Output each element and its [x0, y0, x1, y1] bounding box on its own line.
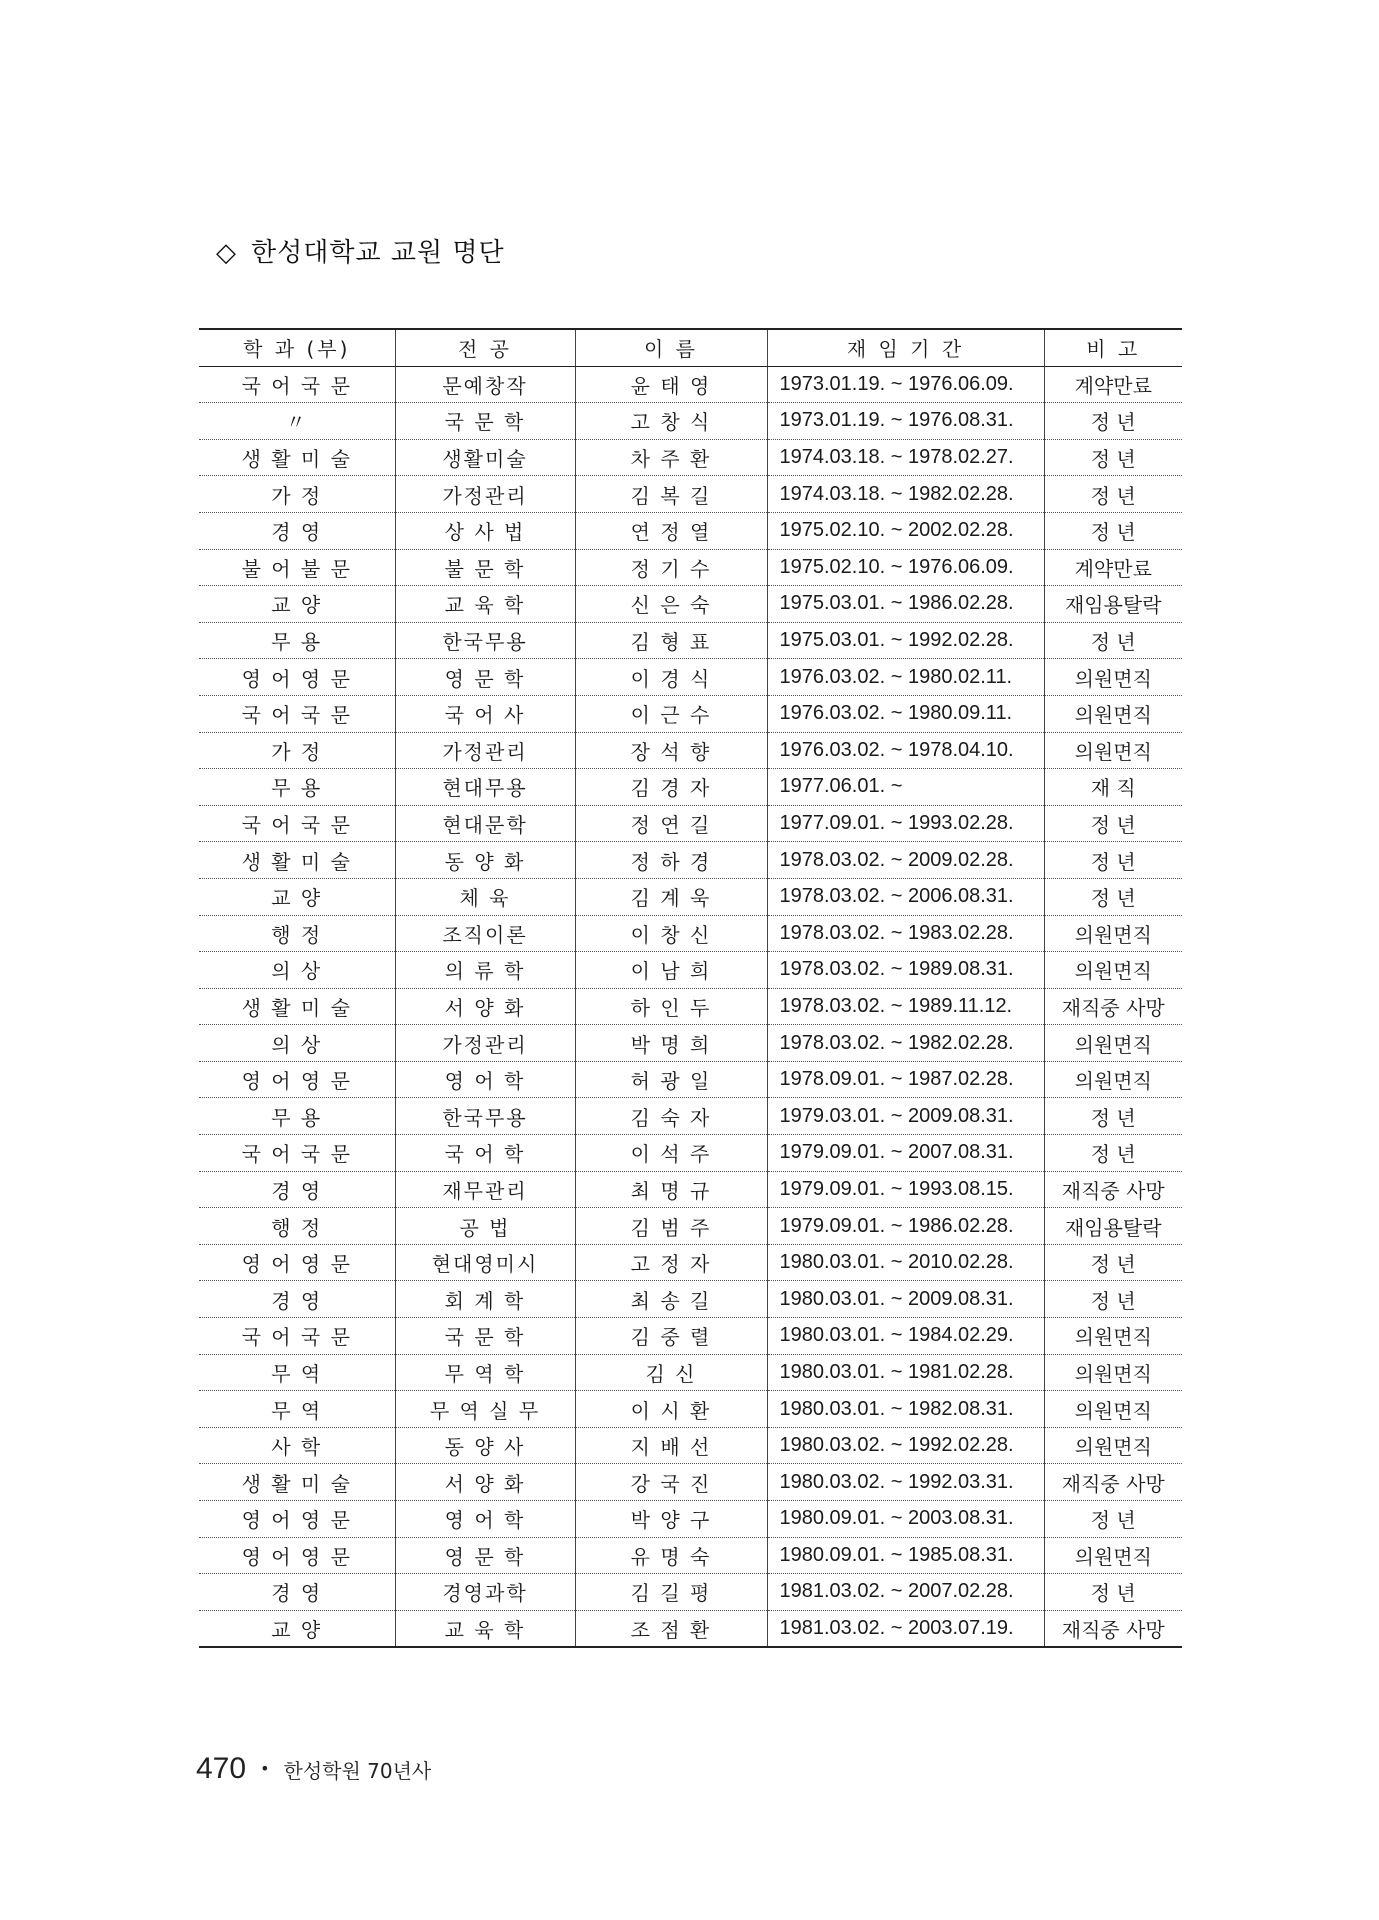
cell-department: 국 어 국 문 [199, 695, 395, 732]
cell-department: 가 정 [199, 476, 395, 513]
table-row [199, 695, 1182, 732]
cell-remarks: 정 년 [1044, 1098, 1182, 1135]
cell-remarks: 의원면직 [1044, 695, 1182, 732]
cell-department: 생 활 미 술 [199, 988, 395, 1025]
cell-major: 서 양 화 [395, 1464, 575, 1501]
cell-major: 가정관리 [395, 476, 575, 513]
table-row [199, 1025, 1182, 1062]
cell-name: 장 석 향 [575, 732, 767, 769]
cell-remarks: 정 년 [1044, 403, 1182, 440]
table-row [199, 512, 1182, 549]
cell-remarks: 정 년 [1044, 878, 1182, 915]
cell-major: 무 역 실 무 [395, 1391, 575, 1428]
cell-tenure-period: 1980.09.01. ~ 1985.08.31. [767, 1537, 1044, 1574]
cell-name: 고 창 식 [575, 403, 767, 440]
cell-major: 동 양 사 [395, 1427, 575, 1464]
cell-department: 교 양 [199, 586, 395, 623]
cell-tenure-period: 1975.03.01. ~ 1992.02.28. [767, 622, 1044, 659]
cell-tenure-period: 1979.09.01. ~ 1993.08.15. [767, 1171, 1044, 1208]
cell-name: 연 정 열 [575, 512, 767, 549]
cell-name: 김 중 렬 [575, 1318, 767, 1355]
page-number: 470 [196, 1752, 247, 1785]
page-footer [196, 1752, 431, 1786]
cell-department: 경 영 [199, 1171, 395, 1208]
cell-tenure-period: 1975.02.10. ~ 1976.06.09. [767, 549, 1044, 586]
cell-tenure-period: 1980.03.01. ~ 1981.02.28. [767, 1354, 1044, 1391]
cell-department: 무 용 [199, 769, 395, 806]
cell-major: 영 어 학 [395, 1501, 575, 1538]
table-row [199, 732, 1182, 769]
cell-tenure-period: 1981.03.02. ~ 2003.07.19. [767, 1610, 1044, 1647]
cell-tenure-period: 1979.09.01. ~ 2007.08.31. [767, 1135, 1044, 1172]
table-row [199, 1281, 1182, 1318]
cell-department: 경 영 [199, 512, 395, 549]
cell-name: 이 경 식 [575, 659, 767, 696]
cell-name: 김 숙 자 [575, 1098, 767, 1135]
cell-department: 의 상 [199, 1025, 395, 1062]
cell-remarks: 재직중 사망 [1044, 1464, 1182, 1501]
table-row [199, 1171, 1182, 1208]
table-row [199, 1135, 1182, 1172]
cell-name: 지 배 선 [575, 1427, 767, 1464]
cell-remarks: 의원면직 [1044, 1025, 1182, 1062]
table-row [199, 586, 1182, 623]
cell-name: 김 복 길 [575, 476, 767, 513]
cell-major: 국 어 사 [395, 695, 575, 732]
cell-major: 의 류 학 [395, 952, 575, 989]
cell-name: 허 광 일 [575, 1061, 767, 1098]
cell-department: 영 어 영 문 [199, 1244, 395, 1281]
table-row [199, 1464, 1182, 1501]
cell-major: 불 문 학 [395, 549, 575, 586]
cell-name: 김 범 주 [575, 1208, 767, 1245]
cell-name: 이 근 수 [575, 695, 767, 732]
table-row [199, 769, 1182, 806]
table-body [199, 366, 1182, 1647]
page-title [216, 232, 505, 269]
cell-remarks: 정 년 [1044, 1501, 1182, 1538]
cell-department: 국 어 국 문 [199, 366, 395, 403]
cell-name: 강 국 진 [575, 1464, 767, 1501]
cell-tenure-period: 1977.06.01. ~ [767, 769, 1044, 806]
cell-name: 김 신 [575, 1354, 767, 1391]
table-row [199, 1244, 1182, 1281]
cell-name: 이 남 희 [575, 952, 767, 989]
cell-major: 교 육 학 [395, 1610, 575, 1647]
cell-tenure-period: 1980.03.01. ~ 1984.02.29. [767, 1318, 1044, 1355]
cell-tenure-period: 1980.03.02. ~ 1992.03.31. [767, 1464, 1044, 1501]
cell-major: 회 계 학 [395, 1281, 575, 1318]
cell-major: 국 문 학 [395, 1318, 575, 1355]
cell-major: 문예창작 [395, 366, 575, 403]
cell-name: 정 기 수 [575, 549, 767, 586]
cell-name: 최 송 길 [575, 1281, 767, 1318]
cell-remarks: 정 년 [1044, 1574, 1182, 1611]
cell-remarks: 정 년 [1044, 622, 1182, 659]
header-major: 전 공 [395, 329, 575, 366]
cell-remarks: 의원면직 [1044, 1427, 1182, 1464]
cell-department: 행 정 [199, 915, 395, 952]
table-row [199, 659, 1182, 696]
cell-tenure-period: 1978.03.02. ~ 2006.08.31. [767, 878, 1044, 915]
cell-department: 사 학 [199, 1427, 395, 1464]
cell-remarks: 정 년 [1044, 805, 1182, 842]
cell-tenure-period: 1980.03.01. ~ 1982.08.31. [767, 1391, 1044, 1428]
cell-major: 가정관리 [395, 732, 575, 769]
cell-department: 교 양 [199, 1610, 395, 1647]
cell-remarks: 의원면직 [1044, 915, 1182, 952]
cell-department: 무 역 [199, 1391, 395, 1428]
cell-name: 이 창 신 [575, 915, 767, 952]
cell-remarks: 의원면직 [1044, 1354, 1182, 1391]
cell-major: 체 육 [395, 878, 575, 915]
table-row [199, 366, 1182, 403]
cell-tenure-period: 1979.09.01. ~ 1986.02.28. [767, 1208, 1044, 1245]
cell-major: 영 어 학 [395, 1061, 575, 1098]
cell-remarks: 정 년 [1044, 1244, 1182, 1281]
table-row [199, 476, 1182, 513]
table-row [199, 878, 1182, 915]
table-row [199, 439, 1182, 476]
cell-remarks: 재직중 사망 [1044, 988, 1182, 1025]
cell-remarks: 계약만료 [1044, 366, 1182, 403]
cell-tenure-period: 1980.03.01. ~ 2010.02.28. [767, 1244, 1044, 1281]
table-row [199, 622, 1182, 659]
cell-major: 동 양 화 [395, 842, 575, 879]
cell-major: 재무관리 [395, 1171, 575, 1208]
table-row [199, 842, 1182, 879]
cell-major: 서 양 화 [395, 988, 575, 1025]
table-row [199, 1098, 1182, 1135]
cell-major: 영 문 학 [395, 1537, 575, 1574]
cell-remarks: 의원면직 [1044, 732, 1182, 769]
cell-remarks: 정 년 [1044, 842, 1182, 879]
cell-tenure-period: 1979.03.01. ~ 2009.08.31. [767, 1098, 1044, 1135]
cell-tenure-period: 1980.09.01. ~ 2003.08.31. [767, 1501, 1044, 1538]
cell-department: 영 어 영 문 [199, 1537, 395, 1574]
table-row [199, 1391, 1182, 1428]
cell-tenure-period: 1980.03.01. ~ 2009.08.31. [767, 1281, 1044, 1318]
cell-remarks: 정 년 [1044, 439, 1182, 476]
cell-remarks: 계약만료 [1044, 549, 1182, 586]
cell-tenure-period: 1975.02.10. ~ 2002.02.28. [767, 512, 1044, 549]
cell-department: 경 영 [199, 1281, 395, 1318]
cell-remarks: 재직중 사망 [1044, 1610, 1182, 1647]
cell-department: 불 어 불 문 [199, 549, 395, 586]
cell-remarks: 의원면직 [1044, 1537, 1182, 1574]
table-row [199, 952, 1182, 989]
cell-department: 무 용 [199, 1098, 395, 1135]
cell-department: 생 활 미 술 [199, 842, 395, 879]
cell-tenure-period: 1976.03.02. ~ 1978.04.10. [767, 732, 1044, 769]
cell-department: 생 활 미 술 [199, 1464, 395, 1501]
cell-tenure-period: 1974.03.18. ~ 1978.02.27. [767, 439, 1044, 476]
cell-name: 조 점 환 [575, 1610, 767, 1647]
table-row [199, 1537, 1182, 1574]
cell-name: 차 주 환 [575, 439, 767, 476]
cell-major: 현대문학 [395, 805, 575, 842]
header-remarks: 비 고 [1044, 329, 1182, 366]
cell-name: 김 계 욱 [575, 878, 767, 915]
cell-remarks: 의원면직 [1044, 1391, 1182, 1428]
cell-name: 유 명 숙 [575, 1537, 767, 1574]
cell-name: 윤 태 영 [575, 366, 767, 403]
cell-major: 국 어 학 [395, 1135, 575, 1172]
cell-name: 최 명 규 [575, 1171, 767, 1208]
table-row [199, 1427, 1182, 1464]
table-row [199, 805, 1182, 842]
table-header-row [199, 329, 1182, 366]
cell-major: 한국무용 [395, 622, 575, 659]
page-title-text: 한성대학교 교원 명단 [251, 238, 505, 268]
table-row [199, 1610, 1182, 1647]
header-name: 이 름 [575, 329, 767, 366]
cell-remarks: 정 년 [1044, 512, 1182, 549]
cell-major: 영 문 학 [395, 659, 575, 696]
cell-tenure-period: 1978.03.02. ~ 1982.02.28. [767, 1025, 1044, 1062]
cell-remarks: 정 년 [1044, 1281, 1182, 1318]
cell-department: 영 어 영 문 [199, 659, 395, 696]
cell-department: 가 정 [199, 732, 395, 769]
cell-major: 현대영미시 [395, 1244, 575, 1281]
cell-department: 경 영 [199, 1574, 395, 1611]
table-row [199, 549, 1182, 586]
cell-major: 한국무용 [395, 1098, 575, 1135]
cell-name: 김 형 표 [575, 622, 767, 659]
cell-remarks: 재임용탈락 [1044, 586, 1182, 623]
cell-major: 경영과학 [395, 1574, 575, 1611]
cell-remarks: 의원면직 [1044, 1061, 1182, 1098]
cell-remarks: 재 직 [1044, 769, 1182, 806]
cell-department: 교 양 [199, 878, 395, 915]
cell-major: 상 사 법 [395, 512, 575, 549]
cell-department: 생 활 미 술 [199, 439, 395, 476]
cell-remarks: 재직중 사망 [1044, 1171, 1182, 1208]
table-row [199, 1061, 1182, 1098]
cell-department: 행 정 [199, 1208, 395, 1245]
cell-tenure-period: 1980.03.02. ~ 1992.02.28. [767, 1427, 1044, 1464]
header-tenure-period: 재 임 기 간 [767, 329, 1044, 366]
cell-tenure-period: 1977.09.01. ~ 1993.02.28. [767, 805, 1044, 842]
cell-major: 가정관리 [395, 1025, 575, 1062]
cell-name: 박 양 구 [575, 1501, 767, 1538]
table-row [199, 1208, 1182, 1245]
cell-name: 이 석 주 [575, 1135, 767, 1172]
cell-department: 영 어 영 문 [199, 1061, 395, 1098]
cell-major: 공 법 [395, 1208, 575, 1245]
cell-remarks: 정 년 [1044, 1135, 1182, 1172]
table-row [199, 1574, 1182, 1611]
cell-department: 국 어 국 문 [199, 1318, 395, 1355]
cell-remarks: 의원면직 [1044, 659, 1182, 696]
cell-major: 교 육 학 [395, 586, 575, 623]
cell-remarks: 정 년 [1044, 476, 1182, 513]
cell-department: 국 어 국 문 [199, 805, 395, 842]
cell-department: 국 어 국 문 [199, 1135, 395, 1172]
cell-name: 정 하 경 [575, 842, 767, 879]
cell-tenure-period: 1978.03.02. ~ 2009.02.28. [767, 842, 1044, 879]
table-row [199, 1501, 1182, 1538]
cell-tenure-period: 1976.03.02. ~ 1980.09.11. [767, 695, 1044, 732]
cell-tenure-period: 1978.09.01. ~ 1987.02.28. [767, 1061, 1044, 1098]
cell-remarks: 재임용탈락 [1044, 1208, 1182, 1245]
cell-tenure-period: 1976.03.02. ~ 1980.02.11. [767, 659, 1044, 696]
cell-remarks: 의원면직 [1044, 952, 1182, 989]
cell-department: 무 역 [199, 1354, 395, 1391]
cell-tenure-period: 1974.03.18. ~ 1982.02.28. [767, 476, 1044, 513]
cell-remarks: 의원면직 [1044, 1318, 1182, 1355]
cell-name: 고 정 자 [575, 1244, 767, 1281]
cell-tenure-period: 1973.01.19. ~ 1976.08.31. [767, 403, 1044, 440]
cell-department: 무 용 [199, 622, 395, 659]
book-title: 한성학원 70년사 [283, 1759, 432, 1783]
cell-department: 〃 [199, 403, 395, 440]
cell-name: 정 연 길 [575, 805, 767, 842]
cell-tenure-period: 1978.03.02. ~ 1989.11.12. [767, 988, 1044, 1025]
cell-tenure-period: 1978.03.02. ~ 1989.08.31. [767, 952, 1044, 989]
cell-tenure-period: 1981.03.02. ~ 2007.02.28. [767, 1574, 1044, 1611]
header-department: 학 과 (부) [199, 329, 395, 366]
cell-name: 이 시 환 [575, 1391, 767, 1428]
cell-name: 김 길 평 [575, 1574, 767, 1611]
table-row [199, 1354, 1182, 1391]
diamond-icon: ◇ [216, 238, 237, 268]
table-row [199, 403, 1182, 440]
cell-major: 무 역 학 [395, 1354, 575, 1391]
cell-major: 현대무용 [395, 769, 575, 806]
cell-department: 영 어 영 문 [199, 1501, 395, 1538]
cell-name: 신 은 숙 [575, 586, 767, 623]
cell-department: 의 상 [199, 952, 395, 989]
cell-major: 국 문 학 [395, 403, 575, 440]
cell-tenure-period: 1975.03.01. ~ 1986.02.28. [767, 586, 1044, 623]
table-row [199, 1318, 1182, 1355]
cell-name: 하 인 두 [575, 988, 767, 1025]
bullet-separator: • [260, 1759, 270, 1778]
faculty-roster-table [199, 328, 1182, 1648]
cell-name: 김 경 자 [575, 769, 767, 806]
cell-major: 조직이론 [395, 915, 575, 952]
cell-major: 생활미술 [395, 439, 575, 476]
table-row [199, 915, 1182, 952]
cell-tenure-period: 1973.01.19. ~ 1976.06.09. [767, 366, 1044, 403]
table-row [199, 988, 1182, 1025]
cell-tenure-period: 1978.03.02. ~ 1983.02.28. [767, 915, 1044, 952]
cell-name: 박 명 희 [575, 1025, 767, 1062]
